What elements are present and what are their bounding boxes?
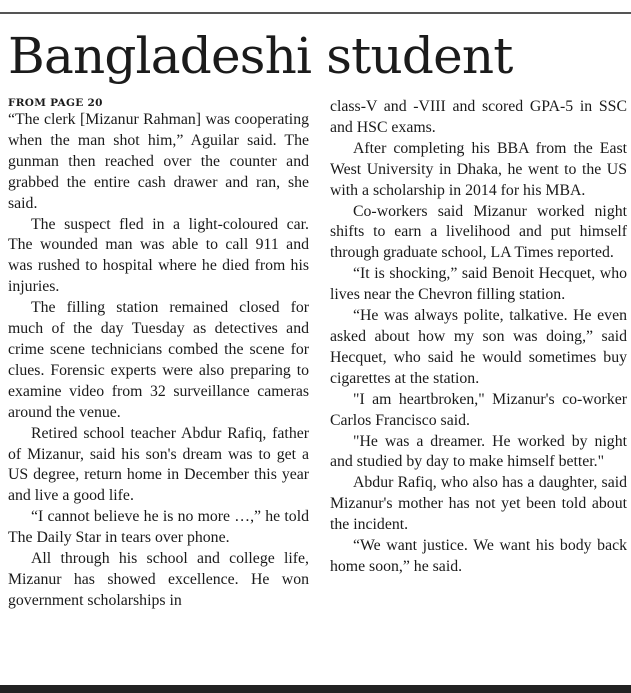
paragraph: “I cannot believe he is no more …,” he told The Daily Star in tears over phone. [8,508,309,547]
paragraph: “He was always polite, talkative. He even asked about how my son was doing,” said Hecquet, who said he would sometimes buy cigarettes at the station. [330,307,627,387]
continued-from-label: FROM PAGE 20 [8,97,103,109]
paragraph: class-V and -VIII and scored GPA-5 in SSC and HSC exams. [330,98,627,136]
paragraph: The suspect fled in a light-coloured car. The wounded man was able to call 911 and was rushed to hospital where he died from his injuries. [8,215,309,296]
headline: Bangladeshi student [8,27,513,85]
paragraph: “It is shocking,” said Benoit Hecquet, who lives near the Chevron filling station. [330,265,627,304]
paragraph: After completing his BBA from the East West University in Dhaka, he went to the US with a scholarship in 2014 for his MBA. [330,139,627,199]
bottom-rule [0,685,631,693]
left-column [8,96,309,612]
paragraph: "I am heartbroken," Mizanur's co-worker Carlos Francisco said. [330,390,627,429]
paragraph: The filling station remained closed for much of the day Tuesday as detectives and crime scene technicians combed the scene for clues. Forensic experts were also preparing to examine video from 32 surveillance cameras around the venue. [8,299,309,421]
paragraph: All through his school and college life, Mizanur has showed excellence. He won government scholarships in [8,550,309,609]
top-rule [0,12,631,14]
paragraph: “The clerk [Mizanur Rahman] was cooperating when the man shot him,” Aguilar said. The gunman then reached over the counter and grabbed the entire cash drawer and ran, she said. [8,111,309,212]
paragraph: Retired school teacher Abdur Rafiq, father of Mizanur, said his son's dream was to get a US degree, return home in December this year and live a good life. [8,424,309,505]
right-column [330,97,627,578]
paragraph: Co-workers said Mizanur worked night shifts to earn a livelihood and put himself through graduate school, LA Times reported. [330,202,627,262]
paragraph: "He was a dreamer. He worked by night and studied by day to make himself better." [330,432,627,471]
paragraph: “We want justice. We want his body back home soon,” he said. [330,537,627,575]
paragraph: Abdur Rafiq, who also has a daughter, said Mizanur's mother has not yet been told about the incident. [330,474,627,534]
